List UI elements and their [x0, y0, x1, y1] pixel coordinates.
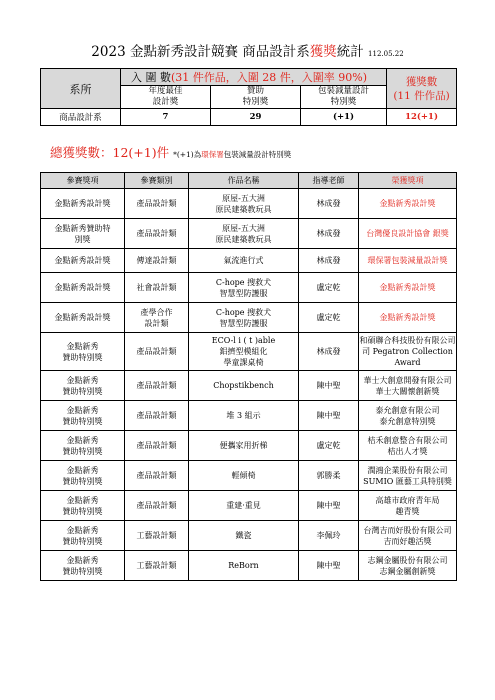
- result-cell: [359, 333, 457, 371]
- total-awards: [50, 143, 470, 161]
- result-cell: [359, 189, 457, 219]
- col2-line2: 特別獎: [242, 97, 269, 107]
- category-cell: [125, 431, 189, 461]
- result-cell-line: 志鋼金屬股份有限公司: [367, 555, 448, 565]
- award-cell: [41, 431, 125, 461]
- result-cell-line: SUMIO 匯藝工具特別獎: [363, 476, 452, 486]
- work-cell: [189, 431, 299, 461]
- title-suffix: 統計: [336, 44, 364, 60]
- teacher-cell: 盧定乾: [299, 431, 359, 461]
- table-row: [41, 249, 457, 273]
- result-cell: [359, 461, 457, 491]
- award-cell: [41, 219, 125, 249]
- award-cell: [41, 273, 125, 303]
- page-title: [0, 40, 495, 60]
- category-cell: [125, 189, 189, 219]
- award-cell-line: 贊助特別獎: [62, 536, 103, 546]
- col3-line2: 特別獎: [330, 97, 357, 107]
- value-packaging: (+1): [301, 109, 387, 126]
- teacher-cell: 郭勝柔: [299, 461, 359, 491]
- teacher-cell: 林成發: [299, 219, 359, 249]
- award-cell-line: 金點新秀: [66, 341, 99, 351]
- teacher-cell: 林成發: [299, 249, 359, 273]
- category-cell: [125, 551, 189, 581]
- work-cell: [189, 249, 299, 273]
- work-cell-line: ECO-l i ( t )able: [211, 336, 276, 345]
- header-category: 參賽類別: [125, 173, 189, 189]
- table-row: [41, 219, 457, 249]
- note-red: 環保署: [201, 150, 224, 159]
- table-row: [41, 551, 457, 581]
- value-best-design: 7: [121, 109, 211, 126]
- result-cell-line: 和碩聯合科技股份有限公司: [359, 336, 456, 345]
- award-cell: [41, 303, 125, 333]
- teacher-cell: 李佩玲: [299, 521, 359, 551]
- work-cell-line: C-hope 搜救犬: [215, 277, 272, 287]
- award-cell-line: 贊助特別獎: [62, 506, 103, 516]
- table-row: [41, 303, 457, 333]
- col-sponsor: [211, 86, 301, 109]
- table-row: [41, 431, 457, 461]
- result-cell-line: 泰允創意有限公司: [375, 405, 440, 415]
- result-cell: [359, 219, 457, 249]
- award-cell-line: 金點新秀: [66, 465, 99, 475]
- award-cell: [41, 521, 125, 551]
- dept-name: 商品設計系: [41, 109, 121, 126]
- finalists-header: [121, 69, 387, 86]
- category-cell-line: 產品設計類: [136, 229, 177, 238]
- award-cell-line: 贊助特別獎: [62, 352, 103, 362]
- work-cell-line: 原屋-五大洲: [222, 223, 265, 233]
- table-row: [41, 521, 457, 551]
- result-cell-line: 桔禾創意整合有限公司: [367, 435, 448, 445]
- table-row: [41, 491, 457, 521]
- col1-line2: 設計獎: [152, 97, 179, 107]
- category-cell-line: 設計類: [144, 318, 169, 328]
- result-cell-line: 金點新秀設計獎: [379, 199, 436, 208]
- category-cell-line: 產品設計類: [136, 471, 177, 480]
- awards-body: [41, 189, 457, 581]
- awards-count-header: [387, 69, 457, 109]
- work-cell-line: 氣流進行式: [223, 256, 264, 265]
- finalists-detail: (31 件作品，入圍 28 件，入圍率 90%): [171, 71, 368, 84]
- result-cell-line: 台灣吉而好股份有限公司: [363, 525, 452, 535]
- header-result: 榮獲獎項: [359, 173, 457, 189]
- work-cell-line: 鐵瓷: [235, 531, 252, 540]
- award-cell-line: 金點新秀設計獎: [54, 199, 111, 208]
- awards-header-row: [41, 173, 457, 189]
- total-note: [173, 150, 291, 159]
- work-cell: [189, 273, 299, 303]
- work-cell-line: 重建·重見: [226, 501, 261, 510]
- work-cell-line: 學童課桌椅: [223, 358, 264, 367]
- award-cell: [41, 401, 125, 431]
- work-cell: [189, 219, 299, 249]
- result-cell: [359, 491, 457, 521]
- col-best-design: [121, 86, 211, 109]
- summary-data-row: [41, 109, 457, 126]
- category-cell-line: 產品設計類: [136, 411, 177, 420]
- award-cell-line: 金點新秀贊助特: [54, 223, 111, 233]
- category-cell: [125, 371, 189, 401]
- work-cell-line: 堆 3 組示: [226, 411, 261, 420]
- result-cell-line: 志鋼金屬創新獎: [379, 566, 436, 576]
- result-cell-line: 高雄市政府青年局: [375, 495, 440, 505]
- title-date: 112.05.22: [368, 50, 404, 58]
- result-cell: [359, 273, 457, 303]
- result-cell-line: 司 Pegatron Collection Award: [362, 347, 453, 367]
- summary-header-row: [41, 69, 457, 86]
- award-cell: [41, 333, 125, 371]
- award-cell-line: 金點新秀設計獎: [54, 256, 111, 265]
- result-cell: [359, 431, 457, 461]
- title-main: 2023 金點新秀設計競賽 商品設計系: [91, 44, 310, 60]
- work-cell: [189, 551, 299, 581]
- header-teacher: 指導老師: [299, 173, 359, 189]
- result-cell-line: 金點新秀設計獎: [379, 283, 436, 292]
- category-cell-line: 產品設計類: [136, 381, 177, 390]
- result-cell: [359, 371, 457, 401]
- work-cell-line: 智慧型防護服: [219, 318, 268, 328]
- result-cell: [359, 401, 457, 431]
- dept-label: 系所: [41, 69, 121, 109]
- teacher-cell: 林成發: [299, 189, 359, 219]
- award-cell-line: 別獎: [74, 234, 91, 244]
- teacher-cell: 陳中聖: [299, 401, 359, 431]
- award-cell-line: 贊助特別獎: [62, 416, 103, 426]
- total-text: 總獲獎數：12(+1)件: [50, 145, 170, 160]
- work-cell-line: 智慧型防護服: [219, 288, 268, 298]
- result-cell-line: 環保署包裝減量設計獎: [367, 256, 448, 265]
- work-cell: [189, 303, 299, 333]
- work-cell-line: 原民建築教玩具: [215, 204, 272, 214]
- category-cell: [125, 521, 189, 551]
- teacher-cell: 盧定乾: [299, 273, 359, 303]
- category-cell-line: 產學合作: [140, 307, 173, 317]
- work-cell: [189, 333, 299, 371]
- value-sponsor: 29: [211, 109, 301, 126]
- result-cell-line: 泰允創意特別獎: [379, 416, 436, 426]
- work-cell: [189, 189, 299, 219]
- work-cell-line: ReBorn: [228, 561, 259, 570]
- award-cell: [41, 249, 125, 273]
- teacher-cell: 陳中聖: [299, 371, 359, 401]
- col-packaging: [301, 86, 387, 109]
- category-cell: [125, 461, 189, 491]
- category-cell: [125, 303, 189, 333]
- awards-table: [40, 172, 457, 581]
- header-work: 作品名稱: [189, 173, 299, 189]
- work-cell: [189, 521, 299, 551]
- table-row: [41, 333, 457, 371]
- result-cell-line: 桔出人才獎: [387, 446, 428, 456]
- award-cell-line: 金點新秀: [66, 495, 99, 505]
- result-cell: [359, 551, 457, 581]
- teacher-cell: 林成發: [299, 333, 359, 371]
- value-awards: 12(+1): [387, 109, 457, 126]
- award-cell-line: 金點新秀: [66, 555, 99, 565]
- work-cell: [189, 401, 299, 431]
- result-cell-line: 華士大關懷創新獎: [375, 386, 440, 396]
- result-cell-line: 金點新秀設計獎: [379, 313, 436, 322]
- col2-line1: 贊助: [246, 86, 264, 96]
- category-cell: [125, 333, 189, 371]
- category-cell-line: 傳達設計類: [136, 256, 177, 265]
- category-cell: [125, 249, 189, 273]
- result-cell-line: 華士大創意開發有限公司: [363, 375, 452, 385]
- note-suffix: 包裝減量設計特別獎: [223, 150, 292, 159]
- award-cell-line: 金點新秀: [66, 435, 99, 445]
- finalists-label: 入 圍 數: [131, 71, 171, 84]
- award-cell-line: 金點新秀設計獎: [54, 283, 111, 292]
- award-cell-line: 贊助特別獎: [62, 566, 103, 576]
- award-cell-line: 贊助特別獎: [62, 446, 103, 456]
- work-cell-line: 原屋-五大洲: [222, 193, 265, 203]
- category-cell-line: 產品設計類: [136, 501, 177, 510]
- award-cell-line: 金點新秀: [66, 375, 99, 385]
- category-cell: [125, 219, 189, 249]
- table-row: [41, 461, 457, 491]
- result-cell: [359, 521, 457, 551]
- teacher-cell: 盧定乾: [299, 303, 359, 333]
- table-row: [41, 371, 457, 401]
- result-cell: [359, 249, 457, 273]
- category-cell-line: 產品設計類: [136, 441, 177, 450]
- award-cell-line: 金點新秀: [66, 405, 99, 415]
- awards-detail: (11 件作品): [393, 89, 450, 102]
- work-cell: [189, 371, 299, 401]
- category-cell-line: 產品設計類: [136, 199, 177, 208]
- award-cell-line: 金點新秀設計獎: [54, 313, 111, 322]
- work-cell-line: 鋁擠型模組化: [219, 347, 268, 356]
- award-cell-line: 贊助特別獎: [62, 386, 103, 396]
- teacher-cell: 陳中聖: [299, 491, 359, 521]
- result-cell-line: 吉而好趣活獎: [383, 536, 432, 546]
- summary-table: [40, 68, 457, 126]
- category-cell-line: 工藝設計類: [136, 561, 177, 570]
- award-cell-line: 金點新秀: [66, 525, 99, 535]
- work-cell-line: 輕傾椅: [231, 471, 256, 480]
- teacher-cell: 陳中聖: [299, 551, 359, 581]
- category-cell-line: 社會設計類: [136, 283, 177, 292]
- award-cell: [41, 189, 125, 219]
- table-row: [41, 401, 457, 431]
- result-cell-line: 趣青獎: [395, 506, 420, 516]
- result-cell-line: 潤鴻企業股份有限公司: [367, 465, 448, 475]
- work-cell: [189, 461, 299, 491]
- header-award: 參賽獎項: [41, 173, 125, 189]
- category-cell: [125, 401, 189, 431]
- category-cell: [125, 273, 189, 303]
- category-cell-line: 產品設計類: [136, 347, 177, 356]
- result-cell: [359, 303, 457, 333]
- work-cell-line: 便攜家用折梯: [219, 441, 268, 450]
- award-cell: [41, 491, 125, 521]
- category-cell-line: 工藝設計類: [136, 531, 177, 540]
- title-highlight: 獲獎: [309, 44, 337, 60]
- award-cell: [41, 461, 125, 491]
- work-cell-line: C-hope 搜救犬: [215, 307, 272, 317]
- work-cell: [189, 491, 299, 521]
- work-cell-line: Chopstikbench: [213, 381, 274, 390]
- award-cell-line: 贊助特別獎: [62, 476, 103, 486]
- result-cell-line: 台灣優良設計協會 銀獎: [366, 229, 449, 238]
- note-prefix: *(+1)為: [173, 150, 202, 159]
- award-cell: [41, 551, 125, 581]
- table-row: [41, 189, 457, 219]
- award-cell: [41, 371, 125, 401]
- awards-label: 獲獎數: [405, 75, 438, 88]
- work-cell-line: 原民建築教玩具: [215, 234, 272, 244]
- category-cell: [125, 491, 189, 521]
- table-row: [41, 273, 457, 303]
- col1-line1: 年度最佳: [148, 86, 183, 96]
- col3-line1: 包裝減量設計: [318, 86, 370, 96]
